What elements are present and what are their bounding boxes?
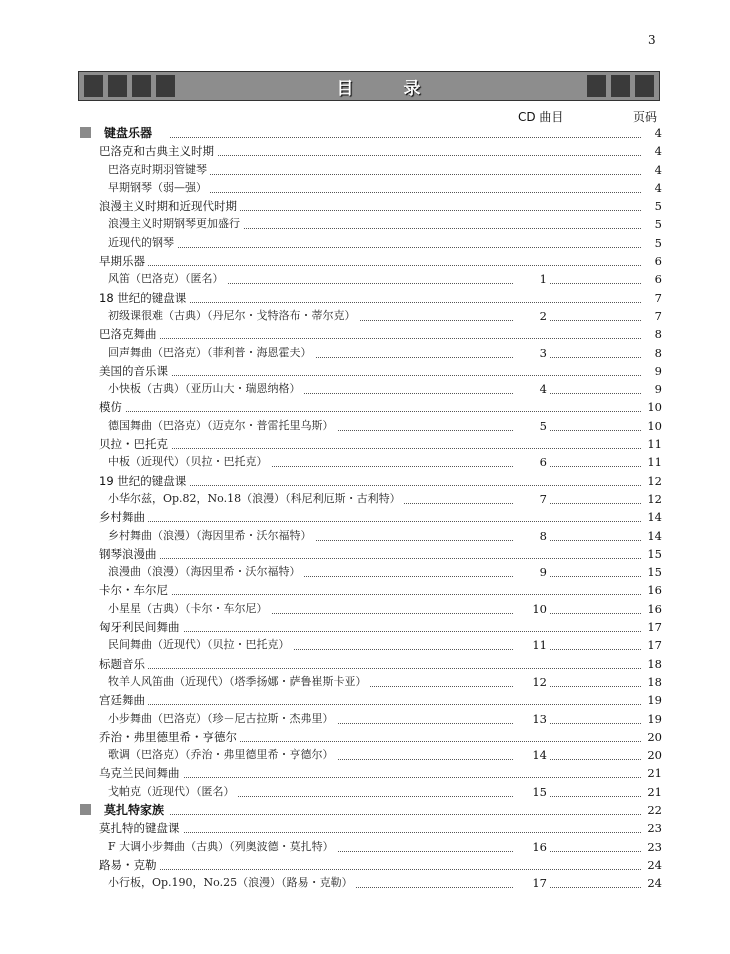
banner-title: 目 录 xyxy=(336,78,443,99)
page-number-value: 9 xyxy=(642,380,662,398)
entry-title: 巴洛克舞曲 xyxy=(99,325,160,343)
page-number-value: 15 xyxy=(642,545,662,563)
dot-leader xyxy=(170,796,657,815)
entry-title: 歌调（巴洛克）（乔治・弗里德里希・亨德尔） xyxy=(108,746,337,764)
toc-entry-item xyxy=(0,874,730,892)
cd-column-header: CD 曲目 xyxy=(518,110,564,124)
dot-leader xyxy=(110,851,657,870)
page-number-value: 12 xyxy=(642,472,662,490)
dot-leader xyxy=(110,467,657,486)
page-number-value: 11 xyxy=(642,453,662,471)
section-marker xyxy=(80,127,91,138)
page-number-value: 17 xyxy=(642,618,662,636)
page-number-value: 7 xyxy=(642,307,662,325)
cd-track-number: 3 xyxy=(514,344,550,362)
entry-title: 19 世纪的键盘课 xyxy=(99,472,189,490)
entry-title: 模仿 xyxy=(99,398,125,416)
banner-block xyxy=(132,75,151,97)
page-number-value: 11 xyxy=(642,435,662,453)
page-number-value: 6 xyxy=(642,252,662,270)
entry-title: 巴洛克时期羽管键琴 xyxy=(108,161,210,179)
entry-title: 民间舞曲（近现代）（贝拉・巴托克） xyxy=(108,636,293,654)
dot-leader xyxy=(110,686,657,705)
page-number-value: 19 xyxy=(642,691,662,709)
page-column-header: 页码 xyxy=(633,110,658,124)
cd-track-number: 17 xyxy=(514,874,550,892)
cd-track-number: 7 xyxy=(514,490,550,508)
page-number-value: 18 xyxy=(642,673,662,691)
page-number-value: 10 xyxy=(642,417,662,435)
entry-title: 宫廷舞曲 xyxy=(99,691,148,709)
dot-leader xyxy=(110,613,657,632)
entry-title: 小行板，Op.190，No.25（浪漫）（路易・克勒） xyxy=(108,874,356,892)
page-number-value: 14 xyxy=(642,527,662,545)
cd-track-number: 12 xyxy=(514,673,550,691)
entry-title: 小华尔兹，Op.82，No.18（浪漫）（科尼利厄斯・古利特） xyxy=(108,490,404,508)
page-number-value: 16 xyxy=(642,581,662,599)
entry-title: 早期钢琴（弱—强） xyxy=(108,179,210,197)
page-number-value: 5 xyxy=(642,197,662,215)
entry-title: F 大调小步舞曲（古典）（列奥波德・莫扎特） xyxy=(108,838,337,856)
dot-leader xyxy=(110,650,657,669)
dot-leader xyxy=(110,814,657,833)
cd-track-number: 8 xyxy=(514,527,550,545)
dot-leader xyxy=(110,247,657,266)
entry-title: 莫扎特家族 xyxy=(104,801,167,819)
page-number-value: 21 xyxy=(642,783,662,801)
cd-track-number: 13 xyxy=(514,710,550,728)
entry-title: 巴洛克和古典主义时期 xyxy=(99,142,217,160)
entry-title: 戈帕克（近现代）（匿名） xyxy=(108,783,238,801)
page-number-value: 4 xyxy=(642,124,662,142)
entry-title: 贝拉・巴托克 xyxy=(99,435,171,453)
dot-leader xyxy=(110,430,657,449)
page-number-value: 12 xyxy=(642,490,662,508)
entry-title: 小步舞曲（巴洛克）（珍－尼古拉斯・杰弗里） xyxy=(108,710,337,728)
dot-leader xyxy=(110,393,657,412)
banner-block xyxy=(611,75,630,97)
entry-title: 浪漫曲（浪漫）（海因里希・沃尔福特） xyxy=(108,563,304,581)
dot-leader xyxy=(110,320,657,339)
banner-block xyxy=(156,75,175,97)
cd-track-number: 5 xyxy=(514,417,550,435)
cd-track-number: 4 xyxy=(514,380,550,398)
page-number-value: 14 xyxy=(642,508,662,526)
entry-title: 近现代的钢琴 xyxy=(108,234,177,252)
dot-leader xyxy=(110,576,657,595)
entry-title: 早期乐器 xyxy=(99,252,148,270)
page-number-value: 19 xyxy=(642,710,662,728)
page-number-value: 4 xyxy=(642,179,662,197)
page-number-value: 7 xyxy=(642,289,662,307)
entry-title: 标题音乐 xyxy=(99,655,148,673)
dot-leader xyxy=(110,284,657,303)
entry-title: 乡村舞曲 xyxy=(99,508,148,526)
page-number-value: 4 xyxy=(642,142,662,160)
entry-title: 美国的音乐课 xyxy=(99,362,171,380)
cd-track-number: 14 xyxy=(514,746,550,764)
entry-title: 回声舞曲（巴洛克）（菲利普・海恩霍夫） xyxy=(108,344,315,362)
entry-title: 键盘乐器 xyxy=(104,124,155,142)
dot-leader xyxy=(110,540,657,559)
table-of-contents xyxy=(0,124,730,892)
entry-title: 中板（近现代）（贝拉・巴托克） xyxy=(108,453,271,471)
section-marker xyxy=(80,804,91,815)
cd-track-number: 15 xyxy=(514,783,550,801)
banner-block xyxy=(635,75,654,97)
contents-banner xyxy=(78,71,660,101)
cd-track-number: 2 xyxy=(514,307,550,325)
page-number-value: 23 xyxy=(642,819,662,837)
cd-track-number: 1 xyxy=(514,270,550,288)
entry-title: 钢琴浪漫曲 xyxy=(99,545,160,563)
entry-title: 小快板（古典）（亚历山大・瑞恩纳格） xyxy=(108,380,304,398)
dot-leader xyxy=(110,357,657,376)
page-number-value: 17 xyxy=(642,636,662,654)
banner-block xyxy=(587,75,606,97)
page-number-value: 10 xyxy=(642,398,662,416)
dot-leader xyxy=(110,759,657,778)
page-number-value: 21 xyxy=(642,764,662,782)
entry-title: 风笛（巴洛克）（匿名） xyxy=(108,270,227,288)
page-number-value: 4 xyxy=(642,161,662,179)
page-number-value: 8 xyxy=(642,344,662,362)
entry-title: 小星星（古典）（卡尔・车尔尼） xyxy=(108,600,271,618)
page-number-value: 16 xyxy=(642,600,662,618)
banner-block xyxy=(84,75,103,97)
cd-track-number: 10 xyxy=(514,600,550,618)
entry-title: 浪漫主义时期和近现代时期 xyxy=(99,197,240,215)
page-number-value: 6 xyxy=(642,270,662,288)
entry-title: 匈牙利民间舞曲 xyxy=(99,618,183,636)
banner-block xyxy=(108,75,127,97)
cd-track-number: 9 xyxy=(514,563,550,581)
entry-title: 初级课很难（古典）（丹尼尔・戈特洛布・蒂尔克） xyxy=(108,307,359,325)
dot-leader xyxy=(110,503,657,522)
cd-track-number: 6 xyxy=(514,453,550,471)
page-number-value: 9 xyxy=(642,362,662,380)
page-number-value: 5 xyxy=(642,234,662,252)
entry-title: 18 世纪的键盘课 xyxy=(99,289,189,307)
page-number-value: 20 xyxy=(642,728,662,746)
page-number-value: 15 xyxy=(642,563,662,581)
page-number-value: 5 xyxy=(642,215,662,233)
page-number-value: 22 xyxy=(642,801,662,819)
cd-track-number: 11 xyxy=(514,636,550,654)
entry-title: 牧羊人风笛曲（近现代）（塔季扬娜・萨鲁崔斯卡亚） xyxy=(108,673,370,691)
entry-title: 浪漫主义时期钢琴更加盛行 xyxy=(108,215,243,233)
page-number-value: 20 xyxy=(642,746,662,764)
entry-title: 莫扎特的键盘课 xyxy=(99,819,183,837)
entry-title: 乌克兰民间舞曲 xyxy=(99,764,183,782)
page-number-value: 18 xyxy=(642,655,662,673)
entry-title: 乡村舞曲（浪漫）（海因里希・沃尔福特） xyxy=(108,527,315,545)
page-number-value: 8 xyxy=(642,325,662,343)
page-number-value: 24 xyxy=(642,874,662,892)
entry-title: 卡尔・车尔尼 xyxy=(99,581,171,599)
page-number-value: 23 xyxy=(642,838,662,856)
entry-title: 乔治・弗里德里希・亨德尔 xyxy=(99,728,240,746)
entry-title: 路易・克勒 xyxy=(99,856,160,874)
page-number: 3 xyxy=(648,33,656,47)
dot-leader xyxy=(118,229,657,248)
dot-leader xyxy=(170,119,657,138)
page-number-value: 24 xyxy=(642,856,662,874)
entry-title: 德国舞曲（巴洛克）（迈克尔・普雷托里乌斯） xyxy=(108,417,337,435)
cd-track-number: 16 xyxy=(514,838,550,856)
